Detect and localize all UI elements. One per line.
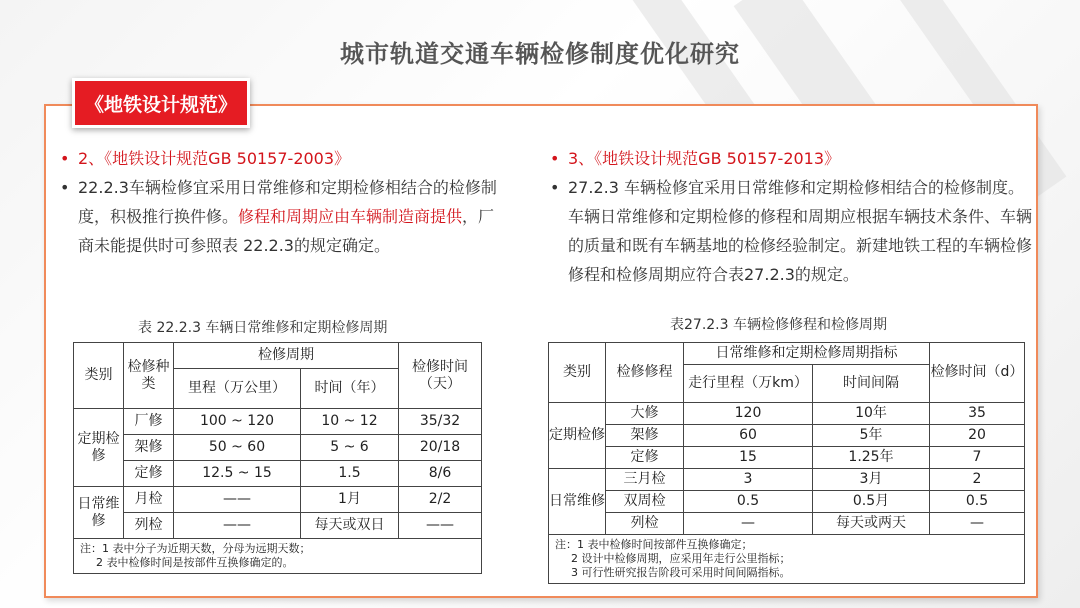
table-note xyxy=(74,539,482,574)
right-maintenance-table xyxy=(548,342,1025,584)
table-cell: 定修 xyxy=(124,461,174,487)
table-cell: 5 ~ 6 xyxy=(301,435,399,461)
right-heading xyxy=(548,144,1032,173)
table-cell: 0.5月 xyxy=(813,491,930,513)
header-category: 类别 xyxy=(549,343,606,403)
table-cell: 1月 xyxy=(301,487,399,513)
table-cell: 120 xyxy=(684,403,813,425)
table-cell: 35/32 xyxy=(399,409,482,435)
left-heading xyxy=(58,144,498,173)
table-cell: 厂修 xyxy=(124,409,174,435)
group-daily: 日常维修 xyxy=(549,469,606,535)
table-cell: 60 xyxy=(684,425,813,447)
table-cell: 50 ~ 60 xyxy=(174,435,301,461)
table-cell: 架修 xyxy=(606,425,684,447)
table-cell: 2 xyxy=(930,469,1025,491)
table-cell: 每天或两天 xyxy=(813,513,930,535)
table-cell: 双周检 xyxy=(606,491,684,513)
bullet: • xyxy=(550,178,560,197)
right-table-caption: 表27.2.3 车辆检修修程和检修周期 xyxy=(670,317,887,333)
table-cell: 1.25年 xyxy=(813,447,930,469)
header-category: 类别 xyxy=(74,343,124,409)
header-period: 检修周期 xyxy=(174,343,399,369)
table-cell: 15 xyxy=(684,447,813,469)
table-cell: 三月检 xyxy=(606,469,684,491)
left-para-highlight: 修程和周期应由车辆制造商提供 xyxy=(238,207,463,226)
header-mileage: 走行里程（万km） xyxy=(684,365,813,403)
table-cell: 3月 xyxy=(813,469,930,491)
table-cell: 8/6 xyxy=(399,461,482,487)
table-cell: — xyxy=(684,513,813,535)
table-cell: 2/2 xyxy=(399,487,482,513)
bullet: • xyxy=(60,178,70,197)
slide-title: 城市轨道交通车辆检修制度优化研究 xyxy=(340,40,740,68)
right-paragraph xyxy=(548,173,1032,289)
header-time: 检修时间（d） xyxy=(930,343,1025,403)
right-text-column xyxy=(548,144,1032,289)
note-line: 2 表中检修时间是按部件互换修确定的。 xyxy=(96,556,294,569)
table-cell: —— xyxy=(174,487,301,513)
header-mileage: 里程（万公里） xyxy=(174,369,301,409)
header-type: 检修种类 xyxy=(124,343,174,409)
group-periodic: 定期检修 xyxy=(549,403,606,469)
table-cell: 5年 xyxy=(813,425,930,447)
header-time: 检修时间（天） xyxy=(399,343,482,409)
section-tag: 《地铁设计规范》 xyxy=(72,78,250,128)
header-interval: 时间间隔 xyxy=(813,365,930,403)
table-cell: 定修 xyxy=(606,447,684,469)
header-type: 检修修程 xyxy=(606,343,684,403)
bullet: • xyxy=(550,149,560,168)
table-cell: 大修 xyxy=(606,403,684,425)
table-cell: 列检 xyxy=(124,513,174,539)
table-cell: —— xyxy=(399,513,482,539)
table-cell: 20/18 xyxy=(399,435,482,461)
table-cell: 12.5 ~ 15 xyxy=(174,461,301,487)
left-maintenance-table xyxy=(73,342,482,574)
left-para-part-1: 22.2.3车辆检修宜采用日常维修和定期检修相结合的检修制度，积极推行换件修。 xyxy=(78,178,497,226)
table-cell: 架修 xyxy=(124,435,174,461)
table-cell: 列检 xyxy=(606,513,684,535)
group-periodic: 定期检修 xyxy=(74,409,124,487)
table-cell: 10 ~ 12 xyxy=(301,409,399,435)
table-cell: 0.5 xyxy=(930,491,1025,513)
bullet: • xyxy=(60,149,70,168)
note-line: 注：1 表中分子为近期天数，分母为远期天数； xyxy=(80,542,311,555)
left-heading-text: 2、《地铁设计规范GB 50157-2003》 xyxy=(78,149,351,168)
table-cell: —— xyxy=(174,513,301,539)
note-line: 注：1 表中检修时间按部件互换修确定； xyxy=(555,538,753,551)
note-line: 2 设计中检修周期，应采用年走行公里指标； xyxy=(571,552,791,565)
right-para-text: 27.2.3 车辆检修宜采用日常维修和定期检修相结合的检修制度。车辆日常维修和定期检修的修程和周期应根据车辆技术条件、车辆的质量和既有车辆基地的检修经验制定。新建地铁工程的车辆检修修程和检修周期应符合表27.2.3的规定。 xyxy=(568,178,1033,284)
table-note xyxy=(549,535,1025,584)
left-para-part-2: ，厂商未能提供时可参照表 22.2.3的规定确定。 xyxy=(78,207,495,255)
right-heading-text: 3、《地铁设计规范GB 50157-2013》 xyxy=(568,149,841,168)
table-cell: 20 xyxy=(930,425,1025,447)
left-paragraph xyxy=(58,173,498,260)
table-cell: 10年 xyxy=(813,403,930,425)
note-line: 3 可行性研究报告阶段可采用时间间隔指标。 xyxy=(571,566,791,579)
header-duration: 时间（年） xyxy=(301,369,399,409)
table-cell: 0.5 xyxy=(684,491,813,513)
left-text-column xyxy=(58,144,498,260)
table-cell: 每天或双日 xyxy=(301,513,399,539)
group-daily: 日常维修 xyxy=(74,487,124,539)
table-cell: 月检 xyxy=(124,487,174,513)
table-cell: 7 xyxy=(930,447,1025,469)
table-cell: — xyxy=(930,513,1025,535)
table-cell: 3 xyxy=(684,469,813,491)
table-cell: 35 xyxy=(930,403,1025,425)
left-table-caption: 表 22.2.3 车辆日常维修和定期检修周期 xyxy=(138,320,388,336)
table-cell: 1.5 xyxy=(301,461,399,487)
header-period: 日常维修和定期检修周期指标 xyxy=(684,343,930,365)
table-cell: 100 ~ 120 xyxy=(174,409,301,435)
